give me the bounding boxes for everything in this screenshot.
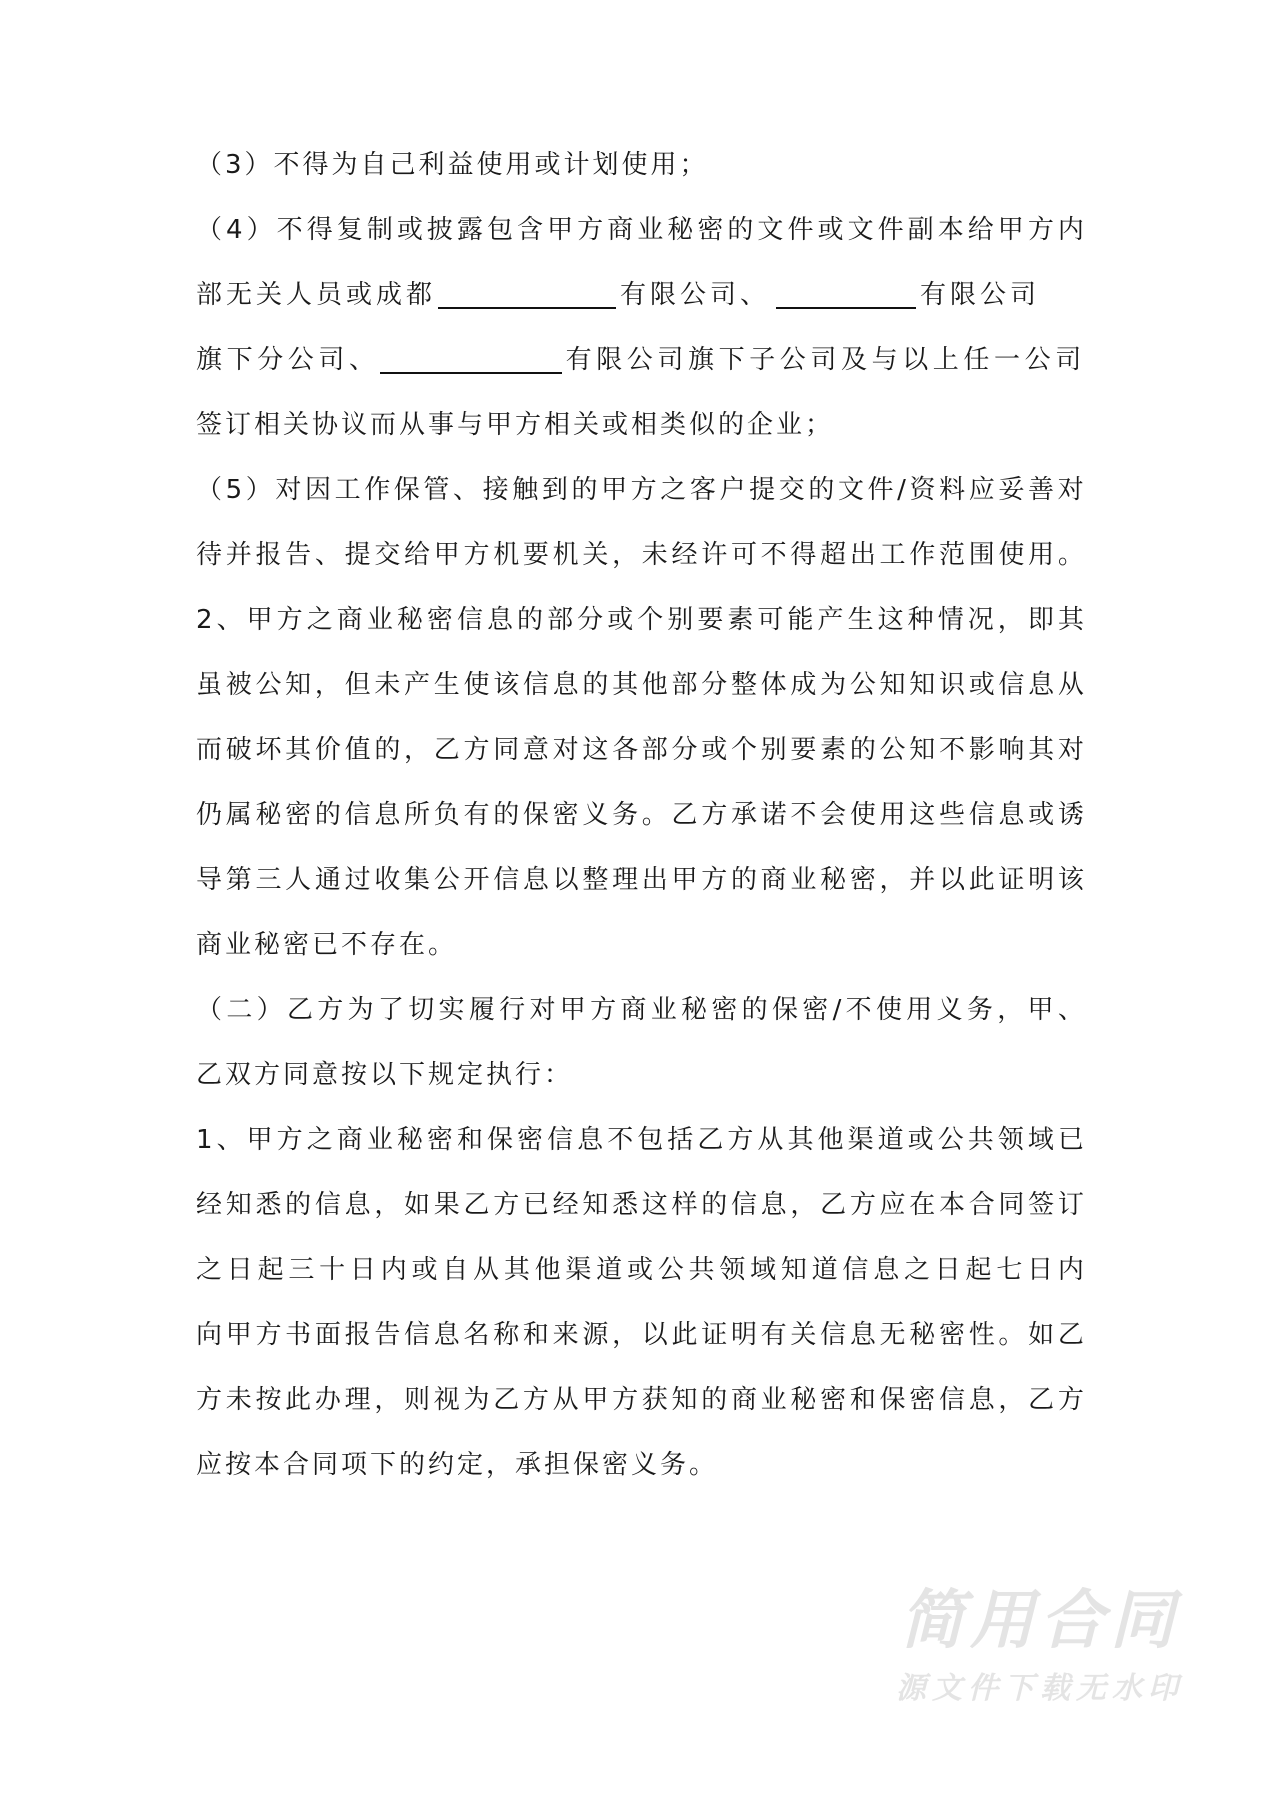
clause-5-line-2: 待 并 报 告 、 提 交 给 甲 方 机 要 机 关 ， 未 经 许 可 不 得 超 出 工 作 范 围 使 用 。 <box>196 540 1084 570</box>
watermark-title: 简用合同 <box>900 1584 1180 1658</box>
blank-company-name-1[interactable] <box>438 307 616 309</box>
clause-4-line-2 <box>196 263 1084 328</box>
clause-4-text-d: 旗下分公司、 <box>196 345 380 375</box>
item-2-line-5: 导 第 三 人 通 过 收 集 公 开 信 息 以 整 理 出 甲 方 的 商 业 秘 密 ， 并 以 此 证 明 该 <box>196 865 1084 895</box>
section-2-item-1-line-2: 经 知 悉 的 信 息 ， 如 果 乙 方 已 经 知 悉 这 样 的 信 息 ， 乙 方 应 在 本 合 同 签 订 <box>196 1190 1084 1220</box>
section-2-item-1-line-4: 向 甲 方 书 面 报 告 信 息 名 称 和 来 源 ， 以 此 证 明 有 关 信 息 无 秘 密 性 。 如 乙 <box>196 1320 1084 1350</box>
section-2-heading-line-2: 乙双方同意按以下规定执行： <box>196 1060 574 1090</box>
section-2-item-1-line-3: 之 日 起 三 十 日 内 或 自 从 其 他 渠 道 或 公 共 领 域 知 道 信 息 之 日 起 七 日 内 <box>196 1255 1084 1285</box>
document-body <box>196 133 1084 1498</box>
section-2-item-1-line-1: 1 、 甲 方 之 商 业 秘 密 和 保 密 信 息 不 包 括 乙 方 从 其 他 渠 道 或 公 共 领 域 已 <box>196 1125 1084 1155</box>
item-2-line-6: 商业秘密已不存在。 <box>196 930 458 960</box>
clause-4-line-3 <box>196 328 1084 393</box>
clause-4-text-c: 有限公司 <box>920 280 1041 310</box>
blank-company-name-2[interactable] <box>776 307 916 309</box>
watermark-subtitle: 源文件下载无水印 <box>896 1671 1184 1706</box>
blank-company-name-3[interactable] <box>380 372 562 374</box>
clause-5-line-1: （ 5 ） 对 因 工 作 保 管 、 接 触 到 的 甲 方 之 客 户 提 交 的 文 件 / 资 料 应 妥 善 对 <box>196 475 1084 505</box>
item-2-line-1: 2 、 甲 方 之 商 业 秘 密 信 息 的 部 分 或 个 别 要 素 可 能 产 生 这 种 情 况 ， 即 其 <box>196 605 1084 635</box>
item-2-line-2: 虽 被 公 知 ， 但 未 产 生 使 该 信 息 的 其 他 部 分 整 体 成 为 公 知 知 识 或 信 息 从 <box>196 670 1084 700</box>
clause-4-text-b: 有限公司、 <box>620 280 771 310</box>
item-2-line-4: 仍 属 秘 密 的 信 息 所 负 有 的 保 密 义 务 。 乙 方 承 诺 不 会 使 用 这 些 信 息 或 诱 <box>196 800 1084 830</box>
clause-4-text-e: 有限公司旗下子公司及与以上任一公司 <box>565 345 1086 375</box>
section-2-item-1-line-5: 方 未 按 此 办 理 ， 则 视 为 乙 方 从 甲 方 获 知 的 商 业 秘 密 和 保 密 信 息 ， 乙 方 <box>196 1385 1084 1415</box>
watermark <box>880 1585 1200 1711</box>
section-2-item-1-line-6: 应按本合同项下的约定，承担保密义务。 <box>196 1450 719 1480</box>
clause-4-line-4: 签订相关协议而从事与甲方相关或相类似的企业； <box>196 410 835 440</box>
clause-4-line-1: （ 4 ） 不 得 复 制 或 披 露 包 含 甲 方 商 业 秘 密 的 文 件 或 文 件 副 本 给 甲 方 内 <box>196 215 1084 245</box>
section-2-heading-line-1: （ 二 ） 乙 方 为 了 切 实 履 行 对 甲 方 商 业 秘 密 的 保 密 / 不 使 用 义 务 ， 甲 、 <box>196 995 1084 1025</box>
clause-3: （3）不得为自己利益使用或计划使用； <box>196 150 709 180</box>
item-2-line-3: 而 破 坏 其 价 值 的 ， 乙 方 同 意 对 这 各 部 分 或 个 别 要 素 的 公 知 不 影 响 其 对 <box>196 735 1084 765</box>
clause-4-text-a: 部无关人员或成都 <box>196 280 437 310</box>
